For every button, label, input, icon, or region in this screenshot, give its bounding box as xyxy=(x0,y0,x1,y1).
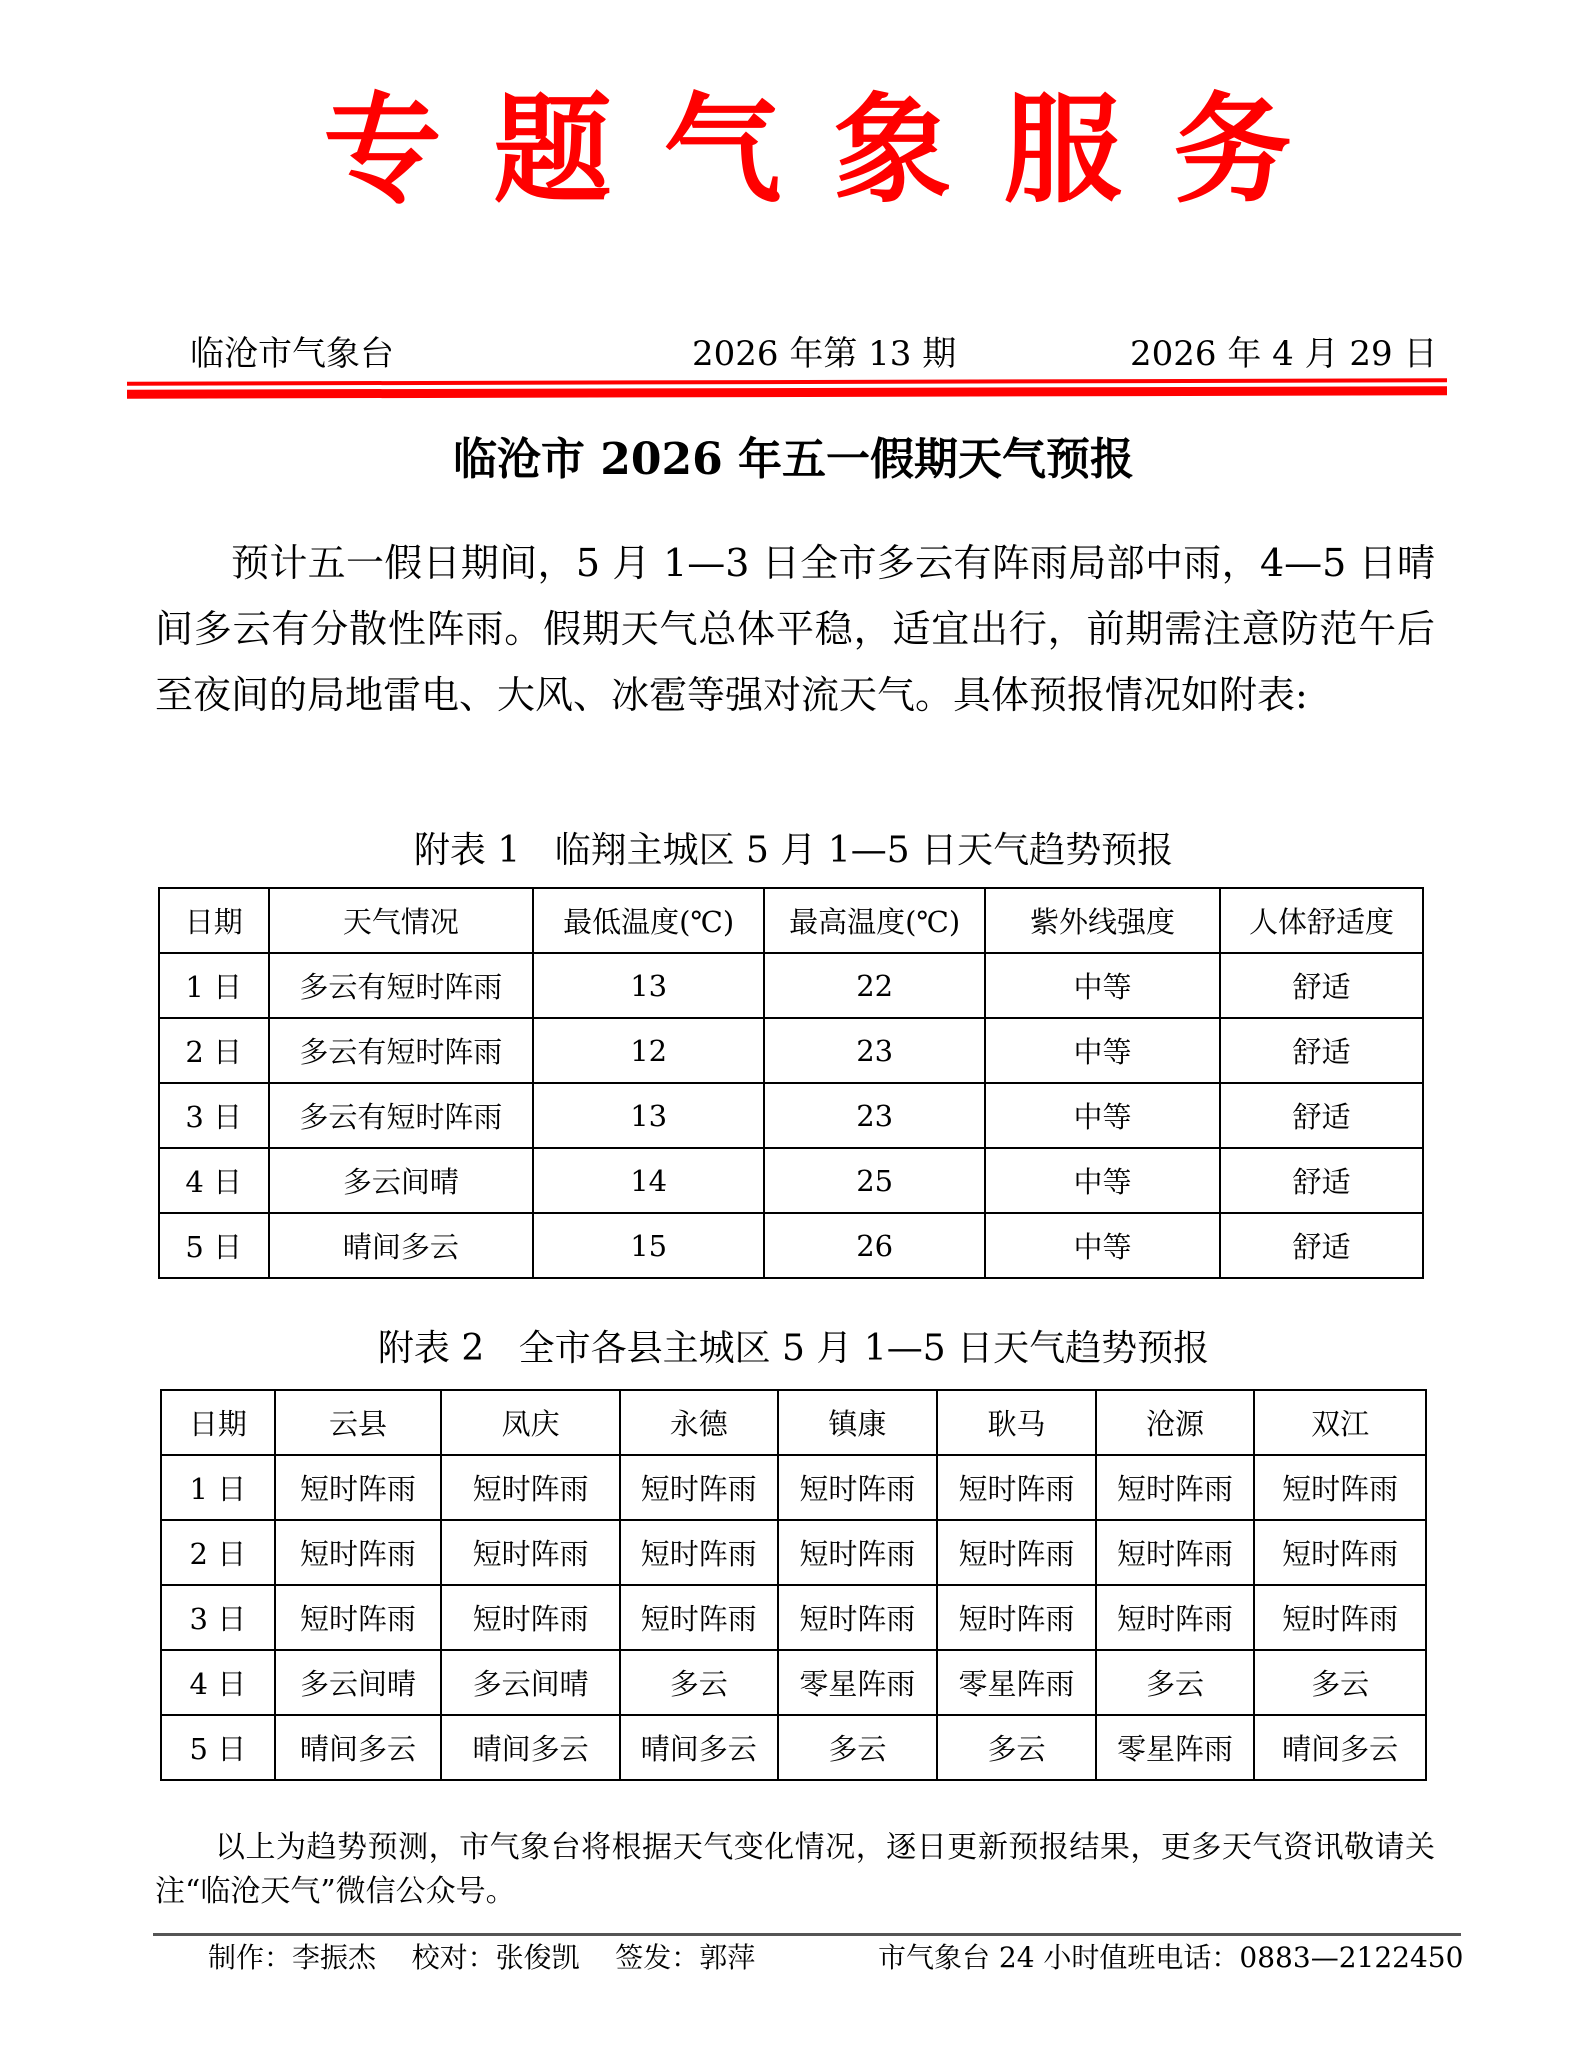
cell-weather: 多云有短时阵雨 xyxy=(269,1018,534,1083)
table2-caption: 附表 2 全市各县主城区 5 月 1—5 日天气趋势预报 xyxy=(377,1328,1210,1369)
cell-max-temp: 25 xyxy=(764,1148,985,1213)
cell-max-temp: 23 xyxy=(764,1018,985,1083)
cell-date: 3 日 xyxy=(159,1083,269,1148)
cell-date: 5 日 xyxy=(161,1715,275,1780)
issue-date: 2026 年 4 月 29 日 xyxy=(1130,334,1438,374)
table-row xyxy=(159,1213,1423,1278)
cell-comfort: 舒适 xyxy=(1220,1083,1423,1148)
cell-weather: 短时阵雨 xyxy=(937,1520,1096,1585)
cell-comfort: 舒适 xyxy=(1220,1018,1423,1083)
header-cell: 沧源 xyxy=(1096,1390,1255,1455)
cell-min-temp: 14 xyxy=(533,1148,764,1213)
cell-weather: 短时阵雨 xyxy=(620,1520,778,1585)
cell-uv: 中等 xyxy=(985,953,1220,1018)
cell-comfort: 舒适 xyxy=(1220,1148,1423,1213)
footer-divider xyxy=(153,1933,1461,1936)
cell-weather: 短时阵雨 xyxy=(778,1585,938,1650)
cell-uv: 中等 xyxy=(985,1018,1220,1083)
issue-number: 2026 年第 13 期 xyxy=(692,334,957,374)
cell-weather: 晴间多云 xyxy=(620,1715,778,1780)
header-cell: 人体舒适度 xyxy=(1220,888,1423,953)
masthead-title: 专题气象服务 xyxy=(323,81,1344,219)
cell-weather: 短时阵雨 xyxy=(275,1585,442,1650)
cell-min-temp: 15 xyxy=(533,1213,764,1278)
table-row xyxy=(161,1715,1426,1780)
cell-date: 4 日 xyxy=(161,1650,275,1715)
cell-min-temp: 13 xyxy=(533,953,764,1018)
header-cell: 双江 xyxy=(1254,1390,1426,1455)
header-cell: 凤庆 xyxy=(441,1390,620,1455)
cell-weather: 短时阵雨 xyxy=(1254,1520,1426,1585)
cell-max-temp: 23 xyxy=(764,1083,985,1148)
footer-credits: 制作：李振杰 校对：张俊凯 签发：郭萍 xyxy=(208,1941,756,1974)
header-cell: 镇康 xyxy=(778,1390,938,1455)
table-row xyxy=(161,1520,1426,1585)
body-text: 预计五一假日期间，5 月 1—3 日全市多云有阵雨局部中雨，4—5 日晴间多云有分散性阵雨。假期天气总体平稳，适宜出行，前期需注意防范午后至夜间的局地雷电、大风、冰雹等强对流天气。具体预报情况如附表: xyxy=(155,541,1435,717)
red-divider-thin xyxy=(127,378,1447,385)
cell-weather: 短时阵雨 xyxy=(275,1455,442,1520)
cell-weather: 短时阵雨 xyxy=(620,1585,778,1650)
cell-weather: 短时阵雨 xyxy=(441,1455,620,1520)
footer-hotline: 市气象台 24 小时值班电话：0883—2122450 xyxy=(878,1941,1464,1974)
cell-max-temp: 26 xyxy=(764,1213,985,1278)
cell-min-temp: 12 xyxy=(533,1018,764,1083)
cell-weather: 多云间晴 xyxy=(441,1650,620,1715)
cell-weather: 多云 xyxy=(1254,1650,1426,1715)
red-divider-thick xyxy=(127,386,1447,398)
cell-comfort: 舒适 xyxy=(1220,953,1423,1018)
cell-weather: 多云 xyxy=(1096,1650,1255,1715)
table-row xyxy=(161,1585,1426,1650)
cell-weather: 短时阵雨 xyxy=(620,1455,778,1520)
cell-uv: 中等 xyxy=(985,1083,1220,1148)
header-cell: 最高温度(℃) xyxy=(764,888,985,953)
cell-date: 3 日 xyxy=(161,1585,275,1650)
cell-weather: 短时阵雨 xyxy=(937,1455,1096,1520)
header-cell: 天气情况 xyxy=(269,888,534,953)
table-row xyxy=(161,1455,1426,1520)
cell-weather: 短时阵雨 xyxy=(1096,1520,1255,1585)
table-row xyxy=(159,1148,1423,1213)
cell-weather: 零星阵雨 xyxy=(937,1650,1096,1715)
cell-weather: 零星阵雨 xyxy=(778,1650,938,1715)
cell-comfort: 舒适 xyxy=(1220,1213,1423,1278)
cell-weather: 短时阵雨 xyxy=(1096,1455,1255,1520)
header-cell: 日期 xyxy=(159,888,269,953)
table-row xyxy=(161,1650,1426,1715)
table1-linxiang-forecast xyxy=(158,887,1424,1279)
header-cell: 紫外线强度 xyxy=(985,888,1220,953)
cell-uv: 中等 xyxy=(985,1148,1220,1213)
body-paragraph xyxy=(155,530,1435,728)
header-cell: 耿马 xyxy=(937,1390,1096,1455)
cell-weather: 多云 xyxy=(778,1715,938,1780)
cell-weather: 多云有短时阵雨 xyxy=(269,953,534,1018)
cell-weather: 短时阵雨 xyxy=(778,1520,938,1585)
cell-date: 2 日 xyxy=(159,1018,269,1083)
cell-weather: 多云 xyxy=(620,1650,778,1715)
cell-weather: 短时阵雨 xyxy=(1254,1585,1426,1650)
header-cell: 日期 xyxy=(161,1390,275,1455)
cell-max-temp: 22 xyxy=(764,953,985,1018)
cell-weather: 多云有短时阵雨 xyxy=(269,1083,534,1148)
table-header-row xyxy=(159,888,1423,953)
document-title: 临沧市 2026 年五一假期天气预报 xyxy=(452,434,1135,485)
cell-weather: 短时阵雨 xyxy=(1254,1455,1426,1520)
cell-date: 1 日 xyxy=(161,1455,275,1520)
cell-date: 2 日 xyxy=(161,1520,275,1585)
cell-weather: 多云间晴 xyxy=(275,1650,442,1715)
cell-weather: 晴间多云 xyxy=(275,1715,442,1780)
table-row xyxy=(159,1083,1423,1148)
closing-note xyxy=(155,1826,1435,1914)
cell-weather: 晴间多云 xyxy=(269,1213,534,1278)
table1-caption: 附表 1 临翔主城区 5 月 1—5 日天气趋势预报 xyxy=(413,830,1174,871)
table2-county-forecast xyxy=(160,1389,1427,1781)
cell-date: 1 日 xyxy=(159,953,269,1018)
cell-weather: 晴间多云 xyxy=(441,1715,620,1780)
table-row xyxy=(159,953,1423,1018)
header-cell: 最低温度(℃) xyxy=(533,888,764,953)
cell-min-temp: 13 xyxy=(533,1083,764,1148)
cell-weather: 短时阵雨 xyxy=(778,1455,938,1520)
cell-weather: 短时阵雨 xyxy=(441,1520,620,1585)
table-row xyxy=(159,1018,1423,1083)
cell-weather: 零星阵雨 xyxy=(1096,1715,1255,1780)
header-cell: 永德 xyxy=(620,1390,778,1455)
cell-weather: 短时阵雨 xyxy=(937,1585,1096,1650)
cell-weather: 短时阵雨 xyxy=(441,1585,620,1650)
cell-weather: 多云间晴 xyxy=(269,1148,534,1213)
cell-weather: 短时阵雨 xyxy=(275,1520,442,1585)
cell-uv: 中等 xyxy=(985,1213,1220,1278)
note-text: 以上为趋势预测，市气象台将根据天气变化情况，逐日更新预报结果，更多天气资讯敬请关注“临沧天气”微信公众号。 xyxy=(155,1830,1435,1909)
cell-weather: 多云 xyxy=(937,1715,1096,1780)
header-cell: 云县 xyxy=(275,1390,442,1455)
cell-weather: 短时阵雨 xyxy=(1096,1585,1255,1650)
cell-date: 5 日 xyxy=(159,1213,269,1278)
cell-weather: 晴间多云 xyxy=(1254,1715,1426,1780)
cell-date: 4 日 xyxy=(159,1148,269,1213)
table-header-row xyxy=(161,1390,1426,1455)
issuer-name: 临沧市气象台 xyxy=(190,334,394,374)
